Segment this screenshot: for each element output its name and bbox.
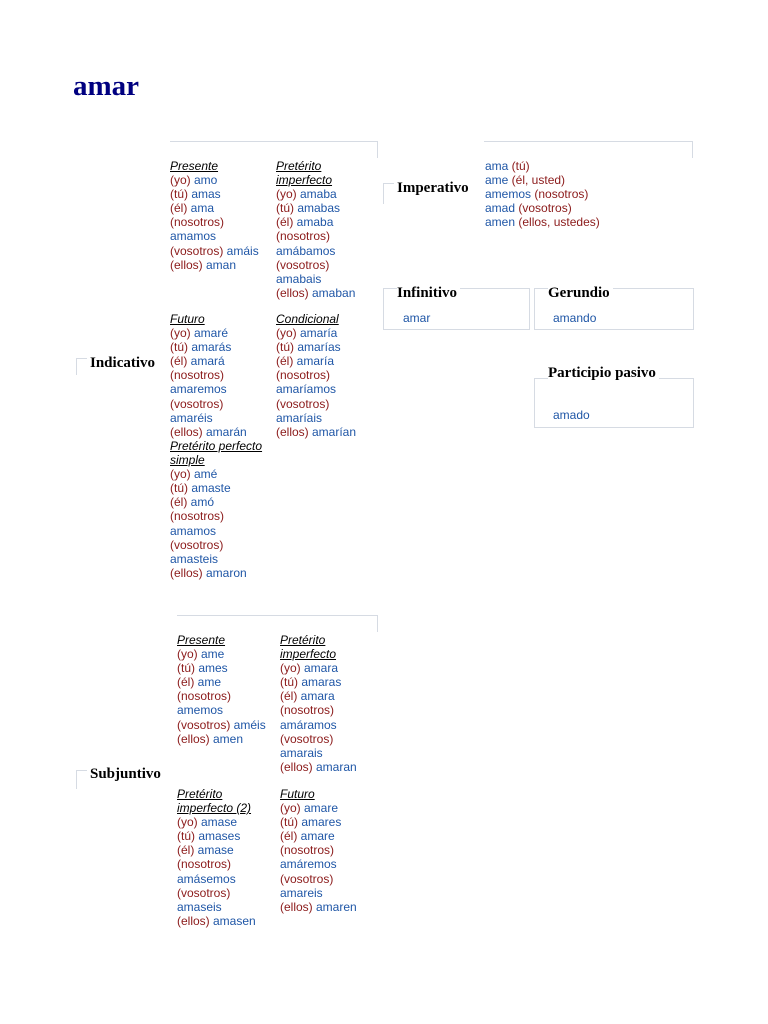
conjugation-line bbox=[276, 187, 366, 201]
conjugation-line bbox=[280, 689, 370, 703]
verb-form: amaran bbox=[312, 759, 357, 774]
verb-form: amarás bbox=[188, 340, 232, 355]
conjugation-line bbox=[280, 661, 370, 675]
pronoun: (ellos) bbox=[177, 731, 210, 746]
conjugation-line bbox=[276, 382, 376, 396]
pronoun: (ellos) bbox=[170, 257, 203, 272]
conjugation-line bbox=[170, 258, 274, 272]
pronoun: (él) bbox=[276, 354, 294, 369]
verb-form: amaríamos bbox=[276, 382, 337, 397]
conjugation-line bbox=[276, 425, 376, 439]
verb-form: amarías bbox=[294, 340, 341, 355]
pronoun: (él) bbox=[280, 689, 298, 704]
conjugation-line bbox=[276, 326, 376, 340]
verb-form: amemos bbox=[485, 187, 532, 202]
imperativo-top-tick bbox=[692, 141, 693, 158]
verb-form: amará bbox=[187, 354, 225, 369]
verb-form: amáremos bbox=[280, 857, 337, 872]
conjugation-line bbox=[170, 566, 274, 580]
pronoun: (ellos) bbox=[276, 424, 309, 439]
verb-form: amemos bbox=[177, 703, 224, 718]
conjugation-line bbox=[170, 215, 274, 229]
verb-form: amaras bbox=[298, 675, 342, 690]
indicativo-bracket bbox=[76, 358, 87, 375]
tense-name: Futuro bbox=[280, 787, 315, 801]
subjuntivo-bracket bbox=[76, 770, 87, 789]
pronoun: (nosotros) bbox=[170, 509, 225, 524]
verb-form: amó bbox=[187, 495, 215, 510]
verb-form: amé bbox=[190, 467, 218, 482]
conjugation-line bbox=[280, 857, 380, 871]
conjugation-line bbox=[170, 509, 274, 523]
pronoun: (vosotros) bbox=[280, 871, 334, 886]
conjugation-line bbox=[280, 900, 380, 914]
conjugation-line bbox=[280, 718, 370, 732]
conjugation-line bbox=[276, 201, 366, 215]
verb-title: amar bbox=[73, 70, 140, 102]
pronoun: (vosotros) bbox=[276, 396, 330, 411]
indicativo-top-tick bbox=[377, 141, 378, 158]
conjugation-line bbox=[170, 481, 274, 495]
conjugation-line bbox=[280, 815, 380, 829]
tense-name: Presente bbox=[177, 633, 226, 647]
imperativo-top-rule bbox=[484, 141, 693, 142]
verb-form: amara bbox=[297, 689, 335, 704]
verb-form: amabais bbox=[276, 271, 322, 286]
conjugation-line bbox=[276, 397, 376, 411]
conjugation-line bbox=[485, 187, 685, 201]
tense-name: Condicional bbox=[276, 312, 339, 326]
pronoun: (nosotros) bbox=[276, 368, 331, 383]
conjugation-line bbox=[177, 675, 277, 689]
conjugation-line bbox=[485, 173, 685, 187]
pronoun: (yo) bbox=[170, 173, 191, 188]
indicativo-top-rule bbox=[170, 141, 378, 142]
pronoun: (él) bbox=[177, 843, 195, 858]
pronoun: (él) bbox=[170, 201, 188, 216]
pronoun: (nosotros) bbox=[177, 857, 232, 872]
subjuntivo-top-tick bbox=[377, 615, 378, 632]
pronoun: (él) bbox=[177, 675, 195, 690]
conjugation-line bbox=[170, 368, 274, 382]
pronoun: (ellos) bbox=[170, 424, 203, 439]
conjugation-line bbox=[276, 272, 366, 286]
conjugation-line bbox=[280, 843, 380, 857]
infinitivo-value: amar bbox=[403, 311, 431, 325]
pronoun: (yo) bbox=[276, 326, 297, 341]
tense-block bbox=[177, 633, 277, 746]
conjugation-line bbox=[276, 215, 366, 229]
conjugation-line bbox=[170, 411, 274, 425]
pronoun: (vosotros) bbox=[170, 243, 224, 258]
conjugation-line bbox=[177, 703, 277, 717]
tense-name: Pretérito imperfecto bbox=[280, 633, 337, 662]
conjugation-line bbox=[170, 524, 274, 538]
conjugation-line bbox=[177, 689, 277, 703]
verb-form: amasen bbox=[209, 913, 256, 928]
pronoun: (yo) bbox=[170, 467, 191, 482]
pronoun: (yo) bbox=[177, 815, 198, 830]
conjugation-line bbox=[276, 368, 376, 382]
conjugation-line bbox=[177, 872, 277, 886]
pronoun: (él, usted) bbox=[508, 173, 566, 188]
conjugation-line bbox=[177, 829, 277, 843]
pronoun: (tú) bbox=[177, 829, 195, 844]
infinitivo-label: Infinitivo bbox=[397, 285, 460, 302]
pronoun: (vosotros) bbox=[177, 885, 231, 900]
conjugation-line bbox=[280, 746, 370, 760]
verb-form: ame bbox=[485, 173, 509, 188]
pronoun: (tú) bbox=[170, 481, 188, 496]
tense-block bbox=[170, 159, 274, 272]
pronoun: (yo) bbox=[276, 187, 297, 202]
verb-form: amaré bbox=[190, 326, 229, 341]
pronoun: (tú) bbox=[276, 201, 294, 216]
verb-form: amaron bbox=[202, 565, 247, 580]
verb-form: amáis bbox=[223, 243, 259, 258]
pronoun: (vosotros) bbox=[280, 731, 334, 746]
verb-form: ame bbox=[194, 675, 222, 690]
pronoun: (tú) bbox=[170, 340, 188, 355]
pronoun: (tú) bbox=[177, 661, 195, 676]
pronoun: (tú) bbox=[170, 187, 188, 202]
subjuntivo-label: Subjuntivo bbox=[90, 766, 161, 782]
verb-form: amáramos bbox=[280, 717, 337, 732]
verb-form: amaba bbox=[293, 215, 334, 230]
pronoun: (nosotros) bbox=[531, 187, 589, 202]
pronoun: (vosotros) bbox=[170, 537, 224, 552]
pronoun: (vosotros) bbox=[170, 396, 224, 411]
gerundio-label: Gerundio bbox=[548, 285, 613, 302]
pronoun: (yo) bbox=[170, 326, 191, 341]
conjugation-line bbox=[276, 411, 376, 425]
verb-form: amareis bbox=[280, 885, 323, 900]
tense-name: Pretérito imperfecto bbox=[276, 159, 333, 188]
pronoun: (nosotros) bbox=[170, 215, 225, 230]
verb-form: amo bbox=[190, 173, 218, 188]
imperativo-label: Imperativo bbox=[397, 180, 469, 196]
verb-form: amases bbox=[195, 829, 241, 844]
conjugation-line bbox=[177, 647, 277, 661]
verb-form: amamos bbox=[170, 523, 217, 538]
conjugation-line bbox=[170, 201, 274, 215]
conjugation-line bbox=[177, 815, 277, 829]
verb-form: amábamos bbox=[276, 243, 336, 258]
pronoun: (tú) bbox=[276, 340, 294, 355]
verb-form: amamos bbox=[170, 229, 217, 244]
conjugation-line bbox=[170, 173, 274, 187]
verb-form: amaba bbox=[296, 187, 337, 202]
conjugation-line bbox=[170, 244, 274, 258]
verb-form: amare bbox=[300, 801, 339, 816]
conjugation-line bbox=[177, 900, 277, 914]
conjugation-line bbox=[280, 732, 370, 746]
verb-form: amad bbox=[485, 201, 516, 216]
pronoun: (ellos) bbox=[280, 759, 313, 774]
conjugation-line bbox=[170, 382, 274, 396]
pronoun: (yo) bbox=[177, 647, 198, 662]
tense-block bbox=[280, 787, 380, 914]
pronoun: (nosotros) bbox=[280, 843, 335, 858]
conjugation-line bbox=[276, 244, 366, 258]
pronoun: (él) bbox=[170, 495, 188, 510]
conjugation-line bbox=[170, 538, 274, 552]
conjugation-line bbox=[276, 258, 366, 272]
verb-form: amen bbox=[209, 731, 244, 746]
pronoun: (él) bbox=[276, 215, 294, 230]
conjugation-line bbox=[177, 886, 277, 900]
participio-value: amado bbox=[553, 408, 590, 422]
conjugation-line bbox=[280, 872, 380, 886]
verb-form: amase bbox=[197, 815, 238, 830]
verb-form: amares bbox=[298, 815, 342, 830]
conjugation-line bbox=[170, 467, 274, 481]
verb-form: amaren bbox=[312, 899, 357, 914]
pronoun: (yo) bbox=[280, 801, 301, 816]
verb-form: amaríais bbox=[276, 410, 323, 425]
conjugation-line bbox=[276, 354, 376, 368]
conjugation-line bbox=[170, 326, 274, 340]
verb-form: améis bbox=[230, 717, 266, 732]
conjugation-line bbox=[177, 661, 277, 675]
imperativo-bracket bbox=[383, 183, 394, 204]
verb-form: amas bbox=[188, 187, 221, 202]
conjugation-line bbox=[177, 914, 277, 928]
verb-form: amabas bbox=[294, 201, 341, 216]
verb-form: amaste bbox=[188, 481, 231, 496]
verb-form: amaban bbox=[308, 285, 356, 300]
pronoun: (ellos) bbox=[276, 285, 309, 300]
tense-block bbox=[170, 312, 274, 439]
pronoun: (nosotros) bbox=[177, 689, 232, 704]
subjuntivo-top-rule bbox=[177, 615, 378, 616]
verb-form: ame bbox=[197, 647, 225, 662]
verb-form: aman bbox=[202, 257, 237, 272]
pronoun: (nosotros) bbox=[280, 703, 335, 718]
pronoun: (nosotros) bbox=[276, 229, 331, 244]
tense-name: Pretérito imperfecto (2) bbox=[177, 787, 252, 816]
pronoun: (él) bbox=[170, 354, 188, 369]
conjugation-line bbox=[280, 760, 370, 774]
tense-name: Presente bbox=[170, 159, 219, 173]
conjugation-line bbox=[177, 857, 277, 871]
indicativo-label: Indicativo bbox=[90, 355, 156, 371]
verb-form: amarais bbox=[280, 745, 323, 760]
tense-name: Pretérito perfecto simple bbox=[170, 439, 263, 468]
conjugation-line bbox=[170, 187, 274, 201]
conjugation-line bbox=[177, 843, 277, 857]
pronoun: (tú) bbox=[280, 675, 298, 690]
verb-form: ama bbox=[485, 159, 509, 173]
pronoun: (yo) bbox=[280, 661, 301, 676]
conjugation-line bbox=[485, 215, 685, 229]
verb-form: amaréis bbox=[170, 410, 213, 425]
verb-form: amaría bbox=[293, 354, 335, 369]
conjugation-line bbox=[485, 201, 685, 215]
pronoun: (tú) bbox=[508, 159, 530, 173]
verb-form: amare bbox=[297, 829, 335, 844]
pronoun: (ellos) bbox=[170, 565, 203, 580]
tense-block bbox=[177, 787, 277, 928]
conjugation-line bbox=[170, 397, 274, 411]
participio-label: Participio pasivo bbox=[548, 365, 659, 382]
conjugation-line bbox=[280, 675, 370, 689]
verb-form: amaría bbox=[296, 326, 338, 341]
tense-block bbox=[276, 159, 366, 300]
pronoun: (él) bbox=[280, 829, 298, 844]
conjugation-line bbox=[276, 286, 366, 300]
conjugation-line bbox=[170, 425, 274, 439]
verb-form: amase bbox=[194, 843, 234, 858]
pronoun: (ellos, ustedes) bbox=[515, 215, 600, 230]
verb-form: amarán bbox=[202, 424, 247, 439]
tense-block bbox=[170, 439, 274, 580]
pronoun: (nosotros) bbox=[170, 368, 225, 383]
conjugation-line bbox=[170, 552, 274, 566]
verb-form: amarían bbox=[308, 424, 357, 439]
tense-name: Futuro bbox=[170, 312, 205, 326]
pronoun: (ellos) bbox=[177, 913, 210, 928]
conjugation-line bbox=[485, 159, 685, 173]
imperativo-forms bbox=[485, 159, 685, 229]
conjugation-line bbox=[276, 229, 366, 243]
conjugation-line bbox=[280, 703, 370, 717]
conjugation-line bbox=[177, 718, 277, 732]
verb-form: amara bbox=[300, 661, 339, 676]
conjugation-line bbox=[170, 229, 274, 243]
pronoun: (vosotros) bbox=[177, 717, 231, 732]
tense-block bbox=[280, 633, 370, 774]
tense-block bbox=[276, 312, 376, 439]
verb-form: amen bbox=[485, 215, 516, 230]
pronoun: (vosotros) bbox=[515, 201, 572, 216]
conjugation-line bbox=[280, 829, 380, 843]
verb-form: ames bbox=[195, 661, 228, 676]
conjugation-line bbox=[276, 340, 376, 354]
pronoun: (tú) bbox=[280, 815, 298, 830]
conjugation-line bbox=[170, 354, 274, 368]
conjugation-line bbox=[170, 340, 274, 354]
conjugation-line bbox=[280, 886, 380, 900]
pronoun: (vosotros) bbox=[276, 257, 330, 272]
conjugation-line bbox=[280, 801, 380, 815]
verb-form: amasteis bbox=[170, 551, 219, 566]
verb-form: amaremos bbox=[170, 382, 227, 397]
conjugation-line bbox=[170, 495, 274, 509]
verb-form: amásemos bbox=[177, 871, 236, 886]
gerundio-value: amando bbox=[553, 311, 597, 325]
verb-form: ama bbox=[187, 201, 215, 216]
verb-form: amaseis bbox=[177, 899, 222, 914]
pronoun: (ellos) bbox=[280, 899, 313, 914]
conjugation-line bbox=[177, 732, 277, 746]
